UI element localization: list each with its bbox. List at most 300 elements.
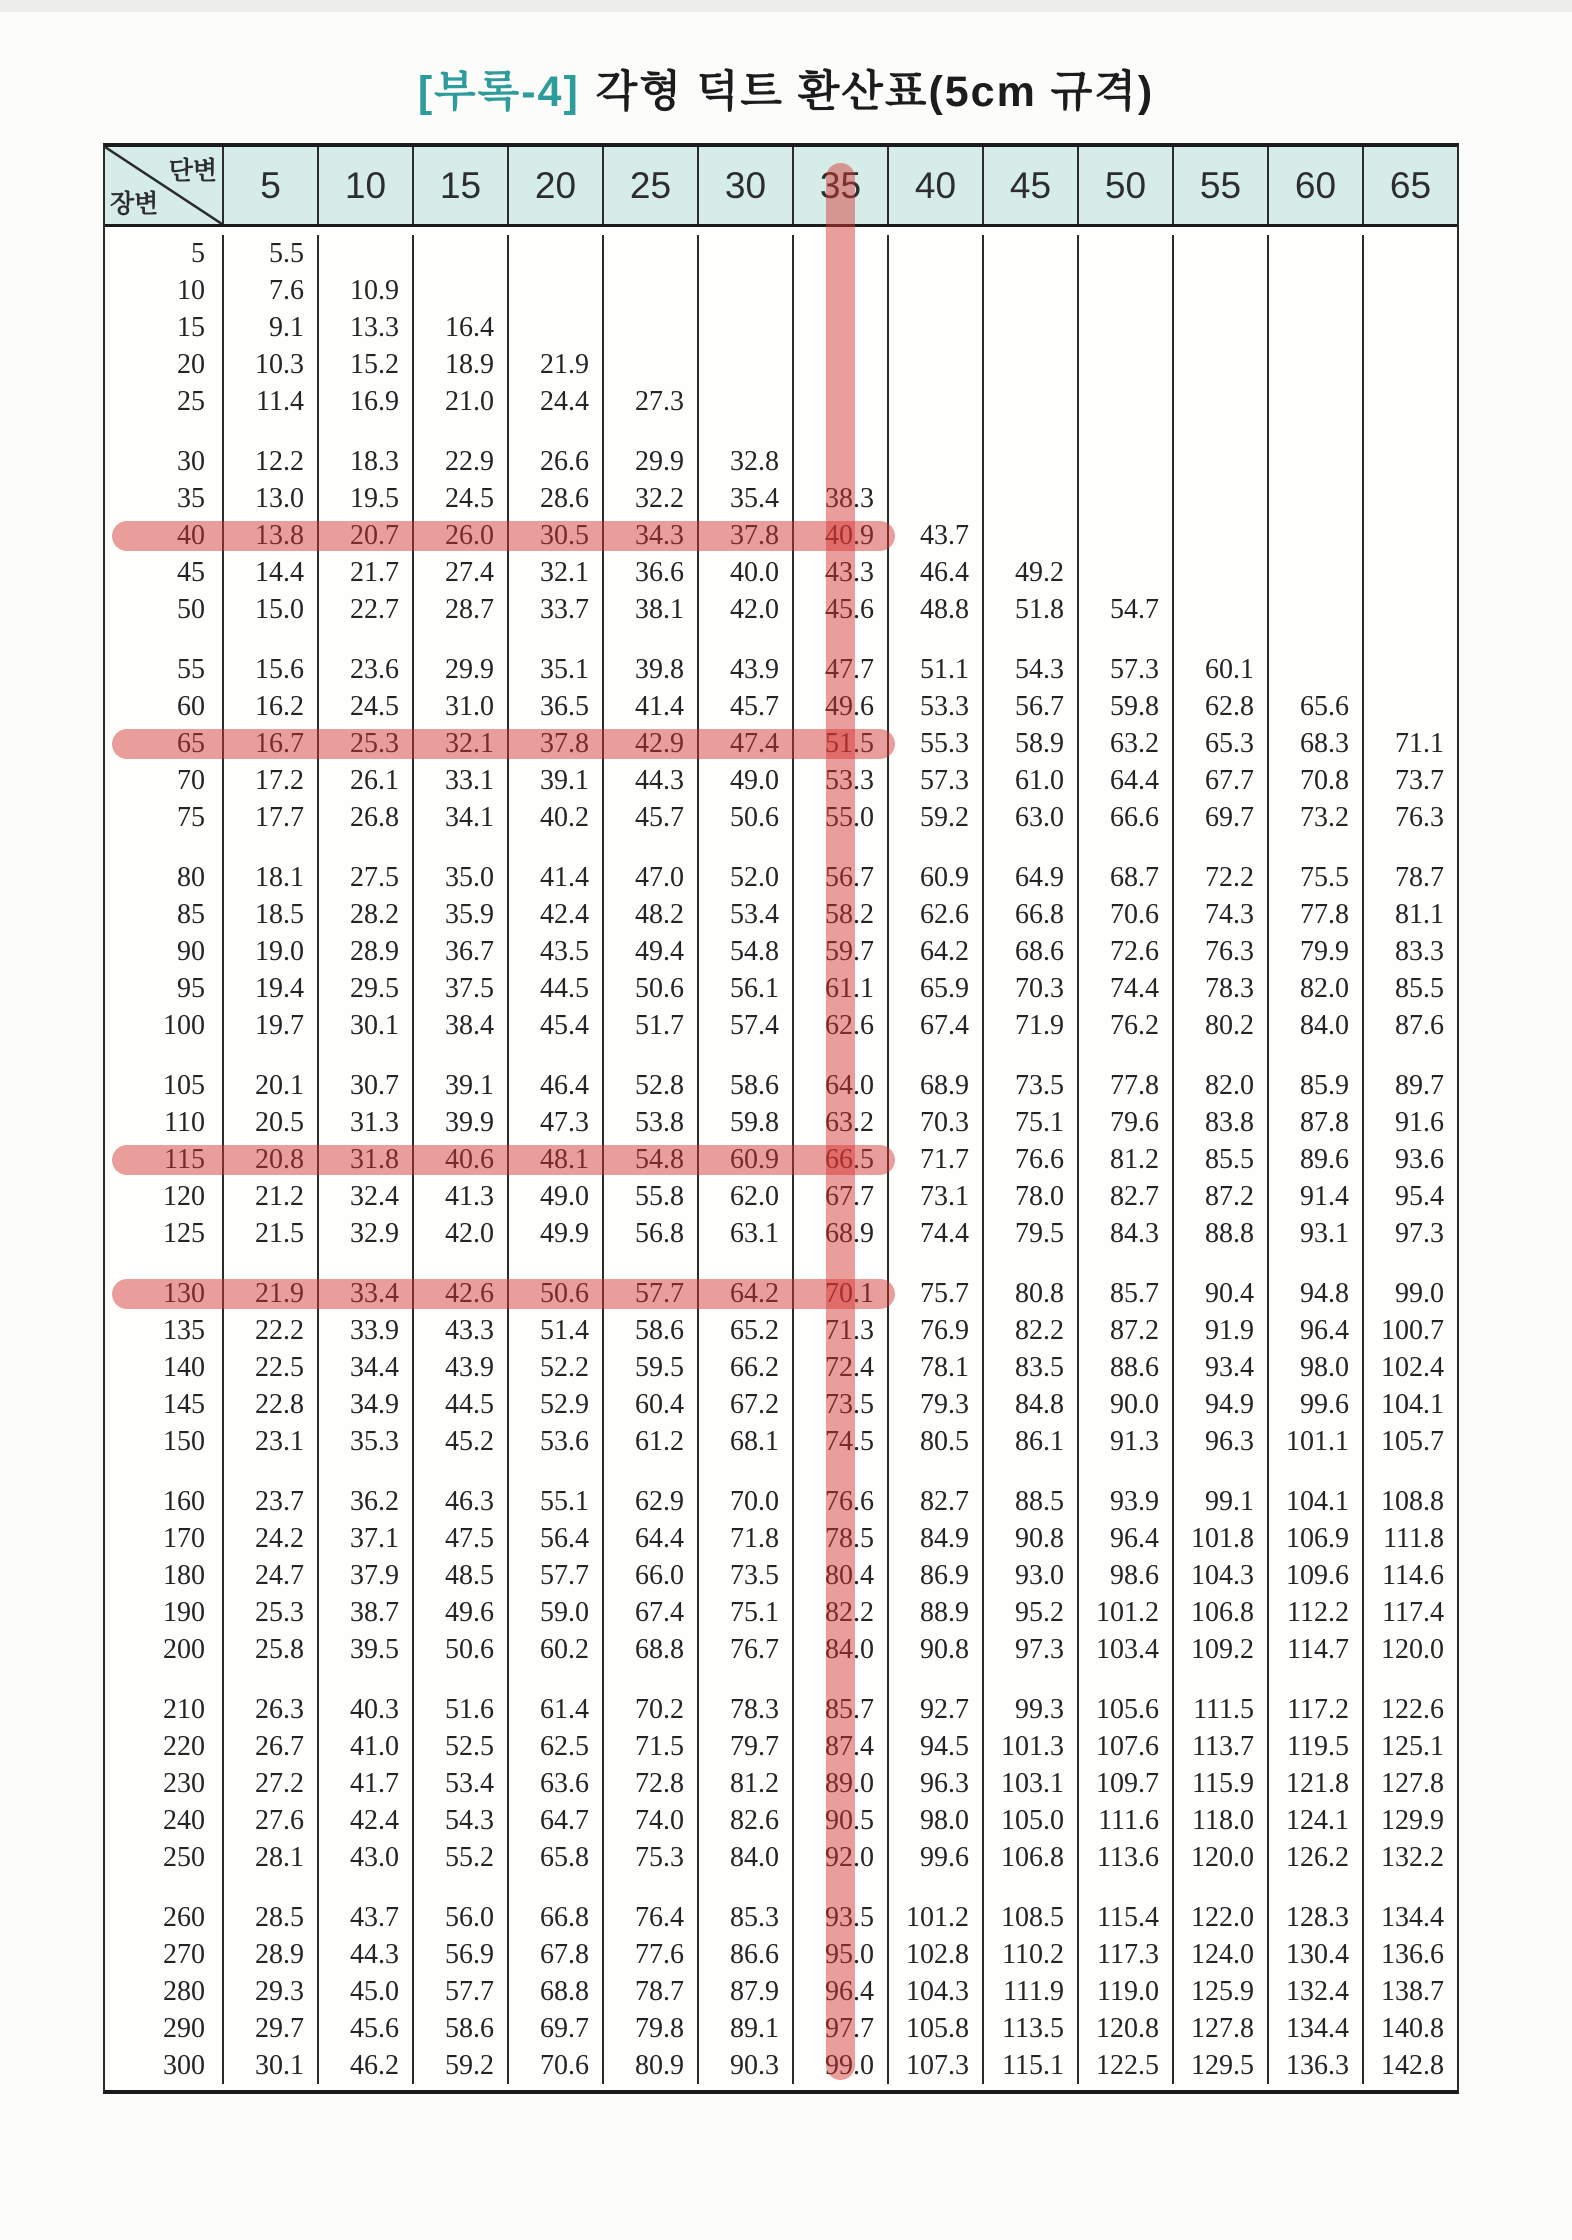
table-cell: 58.6 (412, 2010, 507, 2047)
table-cell: 57.7 (507, 1557, 602, 1594)
table-cell (1077, 235, 1172, 272)
row-label: 130 (163, 1278, 205, 1309)
table-cell: 99.1 (1172, 1483, 1267, 1520)
table-cell: 89.1 (697, 2010, 792, 2047)
table-cell: 122.6 (1362, 1691, 1457, 1728)
table-cell (1362, 688, 1457, 725)
spacer-cell (887, 1668, 982, 1691)
table-cell: 101.3 (982, 1728, 1077, 1765)
table-cell: 70.8 (1267, 762, 1362, 799)
table-cell: 107.6 (1077, 1728, 1172, 1765)
table-cell: 39.1 (507, 762, 602, 799)
table-cell (792, 272, 887, 309)
table-cell: 34.9 (317, 1386, 412, 1423)
table-cell: 39.9 (412, 1104, 507, 1141)
table-cell: 115.1 (982, 2047, 1077, 2084)
table-cell: 105.6 (1077, 1691, 1172, 1728)
table-row-105 (105, 1067, 1457, 1104)
table-cell (507, 235, 602, 272)
table-cell: 110.2 (982, 1936, 1077, 1973)
row-label: 95 (177, 973, 205, 1004)
table-cell: 73.7 (1362, 762, 1457, 799)
table-cell: 76.3 (1362, 799, 1457, 836)
table-cell: 26.0 (412, 517, 507, 554)
table-cell: 89.7 (1362, 1067, 1457, 1104)
table-cell: 41.3 (412, 1178, 507, 1215)
table-cell: 73.2 (1267, 799, 1362, 836)
table-cell: 61.1 (792, 970, 887, 1007)
table-cell: 21.9 (222, 1275, 317, 1312)
table-cell: 36.2 (317, 1483, 412, 1520)
table-cell: 32.1 (412, 725, 507, 762)
table-cell: 95.0 (792, 1936, 887, 1973)
table-cell: 103.4 (1077, 1631, 1172, 1668)
table-cell: 53.4 (697, 896, 792, 933)
table-row-35 (105, 480, 1457, 517)
table-cell: 32.8 (697, 443, 792, 480)
table-cell: 117.2 (1267, 1691, 1362, 1728)
page-title (0, 58, 1572, 119)
table-cell: 31.0 (412, 688, 507, 725)
table-cell: 62.8 (1172, 688, 1267, 725)
spacer-cell (792, 1460, 887, 1483)
table-cell (602, 309, 697, 346)
table-cell: 90.5 (792, 1802, 887, 1839)
table-cell: 27.3 (602, 383, 697, 420)
table-cell: 56.4 (507, 1520, 602, 1557)
spacer-cell (412, 1252, 507, 1275)
table-cell (1362, 309, 1457, 346)
spacer-cell (982, 836, 1077, 859)
table-cell: 5.5 (222, 235, 317, 272)
table-cell: 55.3 (887, 725, 982, 762)
spacer-cell (602, 1044, 697, 1067)
table-cell: 119.0 (1077, 1973, 1172, 2010)
table-cell: 125.1 (1362, 1728, 1457, 1765)
table-cell (1172, 480, 1267, 517)
table-cell (1267, 591, 1362, 628)
table-cell: 78.0 (982, 1178, 1077, 1215)
table-cell: 125.9 (1172, 1973, 1267, 2010)
table-cell: 19.7 (222, 1007, 317, 1044)
spacer-cell (222, 1252, 317, 1275)
table-cell: 77.6 (602, 1936, 697, 1973)
table-row-10 (105, 272, 1457, 309)
spacer-cell (602, 836, 697, 859)
table-cell: 43.0 (317, 1839, 412, 1876)
spacer-cell (1267, 836, 1362, 859)
table-cell: 81.2 (697, 1765, 792, 1802)
spacer-cell (697, 420, 792, 443)
spacer-cell (602, 1252, 697, 1275)
table-cell: 60.4 (602, 1386, 697, 1423)
table-cell: 67.8 (507, 1936, 602, 1973)
table-row-50 (105, 591, 1457, 628)
table-cell: 89.6 (1267, 1141, 1362, 1178)
table-cell: 20.7 (317, 517, 412, 554)
table-cell: 59.2 (887, 799, 982, 836)
table-cell: 86.9 (887, 1557, 982, 1594)
spacer-cell (412, 836, 507, 859)
spacer-cell (105, 1460, 222, 1483)
table-cell: 73.5 (792, 1386, 887, 1423)
table-cell: 25.3 (317, 725, 412, 762)
table-cell: 99.0 (1362, 1275, 1457, 1312)
table-cell: 35.1 (507, 651, 602, 688)
table-cell: 122.0 (1172, 1899, 1267, 1936)
table-cell: 92.7 (887, 1691, 982, 1728)
table-cell: 70.3 (982, 970, 1077, 1007)
table-cell: 20.1 (222, 1067, 317, 1104)
table-cell: 47.5 (412, 1520, 507, 1557)
table-cell: 108.8 (1362, 1483, 1457, 1520)
table-cell: 29.9 (602, 443, 697, 480)
row-label: 300 (163, 2050, 205, 2081)
table-cell: 79.5 (982, 1215, 1077, 1252)
table-cell (887, 480, 982, 517)
table-cell: 68.7 (1077, 859, 1172, 896)
table-cell: 30.1 (317, 1007, 412, 1044)
table-cell: 57.4 (697, 1007, 792, 1044)
table-cell: 52.9 (507, 1386, 602, 1423)
table-row-55 (105, 651, 1457, 688)
spacer-cell (412, 1876, 507, 1899)
spacer-cell (1077, 1252, 1172, 1275)
spacer-cell (1172, 420, 1267, 443)
table-cell: 37.9 (317, 1557, 412, 1594)
row-label: 260 (163, 1902, 205, 1933)
table-cell (1267, 554, 1362, 591)
table-cell: 10.9 (317, 272, 412, 309)
table-cell: 26.1 (317, 762, 412, 799)
table-cell: 61.2 (602, 1423, 697, 1460)
table-cell: 28.5 (222, 1899, 317, 1936)
table-cell: 106.8 (982, 1839, 1077, 1876)
spacer-cell (697, 628, 792, 651)
table-cell: 87.9 (697, 1973, 792, 2010)
table-cell: 98.6 (1077, 1557, 1172, 1594)
table-cell: 29.7 (222, 2010, 317, 2047)
spacer-cell (222, 1460, 317, 1483)
table-row-240 (105, 1802, 1457, 1839)
header-cell-40: 40 (887, 147, 982, 224)
table-cell: 78.7 (1362, 859, 1457, 896)
table-cell: 34.1 (412, 799, 507, 836)
table-cell: 49.0 (697, 762, 792, 799)
header-cell-50: 50 (1077, 147, 1172, 224)
table-cell: 45.6 (792, 591, 887, 628)
table-row-130 (105, 1275, 1457, 1312)
table-cell: 23.1 (222, 1423, 317, 1460)
table-cell: 60.1 (1172, 651, 1267, 688)
table-cell: 101.2 (887, 1899, 982, 1936)
table-cell (1077, 383, 1172, 420)
table-cell: 112.2 (1267, 1594, 1362, 1631)
spacer-cell (1172, 1044, 1267, 1067)
table-cell: 78.1 (887, 1349, 982, 1386)
table-cell: 60.9 (697, 1141, 792, 1178)
table-cell (412, 235, 507, 272)
spacer-cell (222, 1876, 317, 1899)
table-cell (1077, 346, 1172, 383)
table-row-135 (105, 1312, 1457, 1349)
table-cell: 36.7 (412, 933, 507, 970)
table-cell: 11.4 (222, 383, 317, 420)
table-cell (1362, 651, 1457, 688)
row-label: 25 (177, 386, 205, 417)
table-row-145 (105, 1386, 1457, 1423)
table-cell: 39.8 (602, 651, 697, 688)
table-cell (1172, 346, 1267, 383)
table-cell: 108.5 (982, 1899, 1077, 1936)
table-cell: 87.4 (792, 1728, 887, 1765)
table-cell: 52.5 (412, 1728, 507, 1765)
table-cell: 51.8 (982, 591, 1077, 628)
spacer-cell (887, 1876, 982, 1899)
table-cell: 24.5 (412, 480, 507, 517)
table-cell: 26.7 (222, 1728, 317, 1765)
table-cell: 95.4 (1362, 1178, 1457, 1215)
spacer-cell (1267, 1460, 1362, 1483)
table-cell: 22.5 (222, 1349, 317, 1386)
table-cell: 49.2 (982, 554, 1077, 591)
table-cell: 27.6 (222, 1802, 317, 1839)
spacer-cell (105, 1876, 222, 1899)
table-cell: 53.8 (602, 1104, 697, 1141)
table-cell: 26.6 (507, 443, 602, 480)
table-cell: 52.0 (697, 859, 792, 896)
table-cell: 51.1 (887, 651, 982, 688)
table-header-row (105, 147, 1457, 227)
row-label: 35 (177, 483, 205, 514)
table-body (105, 227, 1457, 2090)
table-cell: 41.4 (507, 859, 602, 896)
header-cell-20: 20 (507, 147, 602, 224)
table-cell: 87.8 (1267, 1104, 1362, 1141)
table-cell: 80.5 (887, 1423, 982, 1460)
table-cell: 28.9 (317, 933, 412, 970)
spacer-cell (1362, 1044, 1457, 1067)
table-cell: 114.7 (1267, 1631, 1362, 1668)
table-cell: 142.8 (1362, 2047, 1457, 2084)
corner-label-long-side: 장변 (110, 190, 159, 218)
spacer-cell (697, 836, 792, 859)
table-cell: 37.8 (507, 725, 602, 762)
table-cell: 70.6 (1077, 896, 1172, 933)
table-cell (1362, 383, 1457, 420)
table-cell: 105.7 (1362, 1423, 1457, 1460)
table-cell (1077, 554, 1172, 591)
table-cell: 99.6 (1267, 1386, 1362, 1423)
spacer-cell (697, 1668, 792, 1691)
row-label: 200 (163, 1634, 205, 1665)
table-cell: 68.6 (982, 933, 1077, 970)
table-row-200 (105, 1631, 1457, 1668)
row-label: 160 (163, 1486, 205, 1517)
table-cell: 36.6 (602, 554, 697, 591)
table-row-65 (105, 725, 1457, 762)
table-cell: 43.9 (412, 1349, 507, 1386)
table-cell: 65.8 (507, 1839, 602, 1876)
header-cell-45: 45 (982, 147, 1077, 224)
spacer-cell (317, 1460, 412, 1483)
row-label: 290 (163, 2013, 205, 2044)
table-cell: 34.4 (317, 1349, 412, 1386)
table-cell (1077, 272, 1172, 309)
table-cell: 120.0 (1362, 1631, 1457, 1668)
table-cell: 15.0 (222, 591, 317, 628)
table-cell: 97.7 (792, 2010, 887, 2047)
table-cell: 84.8 (982, 1386, 1077, 1423)
row-label: 110 (164, 1107, 205, 1138)
table-cell: 94.9 (1172, 1386, 1267, 1423)
row-label: 10 (177, 275, 205, 306)
group-spacer-row (105, 1876, 1457, 1899)
table-cell (792, 235, 887, 272)
table-cell: 49.9 (507, 1215, 602, 1252)
table-row-210 (105, 1691, 1457, 1728)
table-cell: 33.1 (412, 762, 507, 799)
table-cell: 65.3 (1172, 725, 1267, 762)
table-cell: 42.4 (317, 1802, 412, 1839)
table-cell: 91.3 (1077, 1423, 1172, 1460)
table-cell: 58.6 (602, 1312, 697, 1349)
table-cell: 67.4 (887, 1007, 982, 1044)
table-cell: 22.7 (317, 591, 412, 628)
spacer-cell (602, 1460, 697, 1483)
table-cell: 94.8 (1267, 1275, 1362, 1312)
table-cell: 30.1 (222, 2047, 317, 2084)
duct-conversion-table (103, 143, 1459, 2094)
table-cell: 26.3 (222, 1691, 317, 1728)
table-cell: 53.6 (507, 1423, 602, 1460)
table-cell (1267, 517, 1362, 554)
table-cell: 59.5 (602, 1349, 697, 1386)
table-cell: 90.8 (982, 1520, 1077, 1557)
table-cell (792, 346, 887, 383)
table-cell: 17.7 (222, 799, 317, 836)
table-cell: 75.5 (1267, 859, 1362, 896)
table-cell: 70.3 (887, 1104, 982, 1141)
table-cell: 42.0 (697, 591, 792, 628)
table-cell: 49.4 (602, 933, 697, 970)
table-cell (1267, 309, 1362, 346)
spacer-cell (1362, 420, 1457, 443)
table-cell: 65.2 (697, 1312, 792, 1349)
table-cell (792, 383, 887, 420)
table-cell: 46.2 (317, 2047, 412, 2084)
table-cell: 64.0 (792, 1067, 887, 1104)
table-cell: 21.5 (222, 1215, 317, 1252)
spacer-cell (317, 1668, 412, 1691)
table-cell: 33.9 (317, 1312, 412, 1349)
table-cell: 40.0 (697, 554, 792, 591)
table-cell: 102.8 (887, 1936, 982, 1973)
spacer-cell (697, 1460, 792, 1483)
spacer-cell (412, 1044, 507, 1067)
table-cell (697, 383, 792, 420)
table-cell: 48.1 (507, 1141, 602, 1178)
table-cell: 55.1 (507, 1483, 602, 1520)
table-row-75 (105, 799, 1457, 836)
table-cell: 31.3 (317, 1104, 412, 1141)
table-cell: 77.8 (1267, 896, 1362, 933)
spacer-cell (105, 628, 222, 651)
spacer-cell (792, 1668, 887, 1691)
spacer-cell (317, 836, 412, 859)
table-cell (982, 235, 1077, 272)
table-cell: 47.7 (792, 651, 887, 688)
group-spacer-row (105, 1252, 1457, 1275)
table-cell: 32.9 (317, 1215, 412, 1252)
table-cell: 119.5 (1267, 1728, 1362, 1765)
table-cell: 56.7 (792, 859, 887, 896)
table-cell: 45.7 (602, 799, 697, 836)
table-cell: 82.7 (1077, 1178, 1172, 1215)
spacer-cell (1362, 1460, 1457, 1483)
table-cell: 32.2 (602, 480, 697, 517)
table-cell: 7.6 (222, 272, 317, 309)
table-cell: 88.6 (1077, 1349, 1172, 1386)
group-spacer-row (105, 836, 1457, 859)
table-cell: 16.2 (222, 688, 317, 725)
table-cell: 43.3 (792, 554, 887, 591)
spacer-cell (1172, 1460, 1267, 1483)
row-label: 125 (163, 1218, 205, 1249)
table-cell: 134.4 (1362, 1899, 1457, 1936)
table-cell: 130.4 (1267, 1936, 1362, 1973)
table-cell (1267, 235, 1362, 272)
row-label: 145 (163, 1389, 205, 1420)
spacer-cell (602, 1668, 697, 1691)
table-cell: 43.7 (317, 1899, 412, 1936)
spacer-cell (792, 1876, 887, 1899)
table-cell: 84.0 (1267, 1007, 1362, 1044)
table-cell: 53.4 (412, 1765, 507, 1802)
table-cell: 66.0 (602, 1557, 697, 1594)
table-cell: 111.9 (982, 1973, 1077, 2010)
table-cell: 40.9 (792, 517, 887, 554)
table-cell (1362, 591, 1457, 628)
table-cell: 107.3 (887, 2047, 982, 2084)
table-cell: 83.8 (1172, 1104, 1267, 1141)
table-cell: 46.4 (507, 1067, 602, 1104)
row-label: 280 (163, 1976, 205, 2007)
spacer-cell (1172, 1252, 1267, 1275)
table-cell: 80.9 (602, 2047, 697, 2084)
table-cell: 117.4 (1362, 1594, 1457, 1631)
table-row-90 (105, 933, 1457, 970)
table-cell: 90.3 (697, 2047, 792, 2084)
table-cell: 13.3 (317, 309, 412, 346)
table-cell: 59.8 (697, 1104, 792, 1141)
table-cell (887, 443, 982, 480)
table-cell: 51.6 (412, 1691, 507, 1728)
row-label: 50 (177, 594, 205, 625)
spacer-cell (1172, 1668, 1267, 1691)
spacer-cell (792, 420, 887, 443)
table-cell: 27.5 (317, 859, 412, 896)
table-cell: 43.5 (507, 933, 602, 970)
table-cell: 64.2 (697, 1275, 792, 1312)
table-cell: 73.1 (887, 1178, 982, 1215)
table-cell: 45.6 (317, 2010, 412, 2047)
table-cell (697, 235, 792, 272)
table-cell: 29.3 (222, 1973, 317, 2010)
table-cell: 68.8 (507, 1973, 602, 2010)
table-cell: 63.2 (1077, 725, 1172, 762)
table-cell: 60.9 (887, 859, 982, 896)
